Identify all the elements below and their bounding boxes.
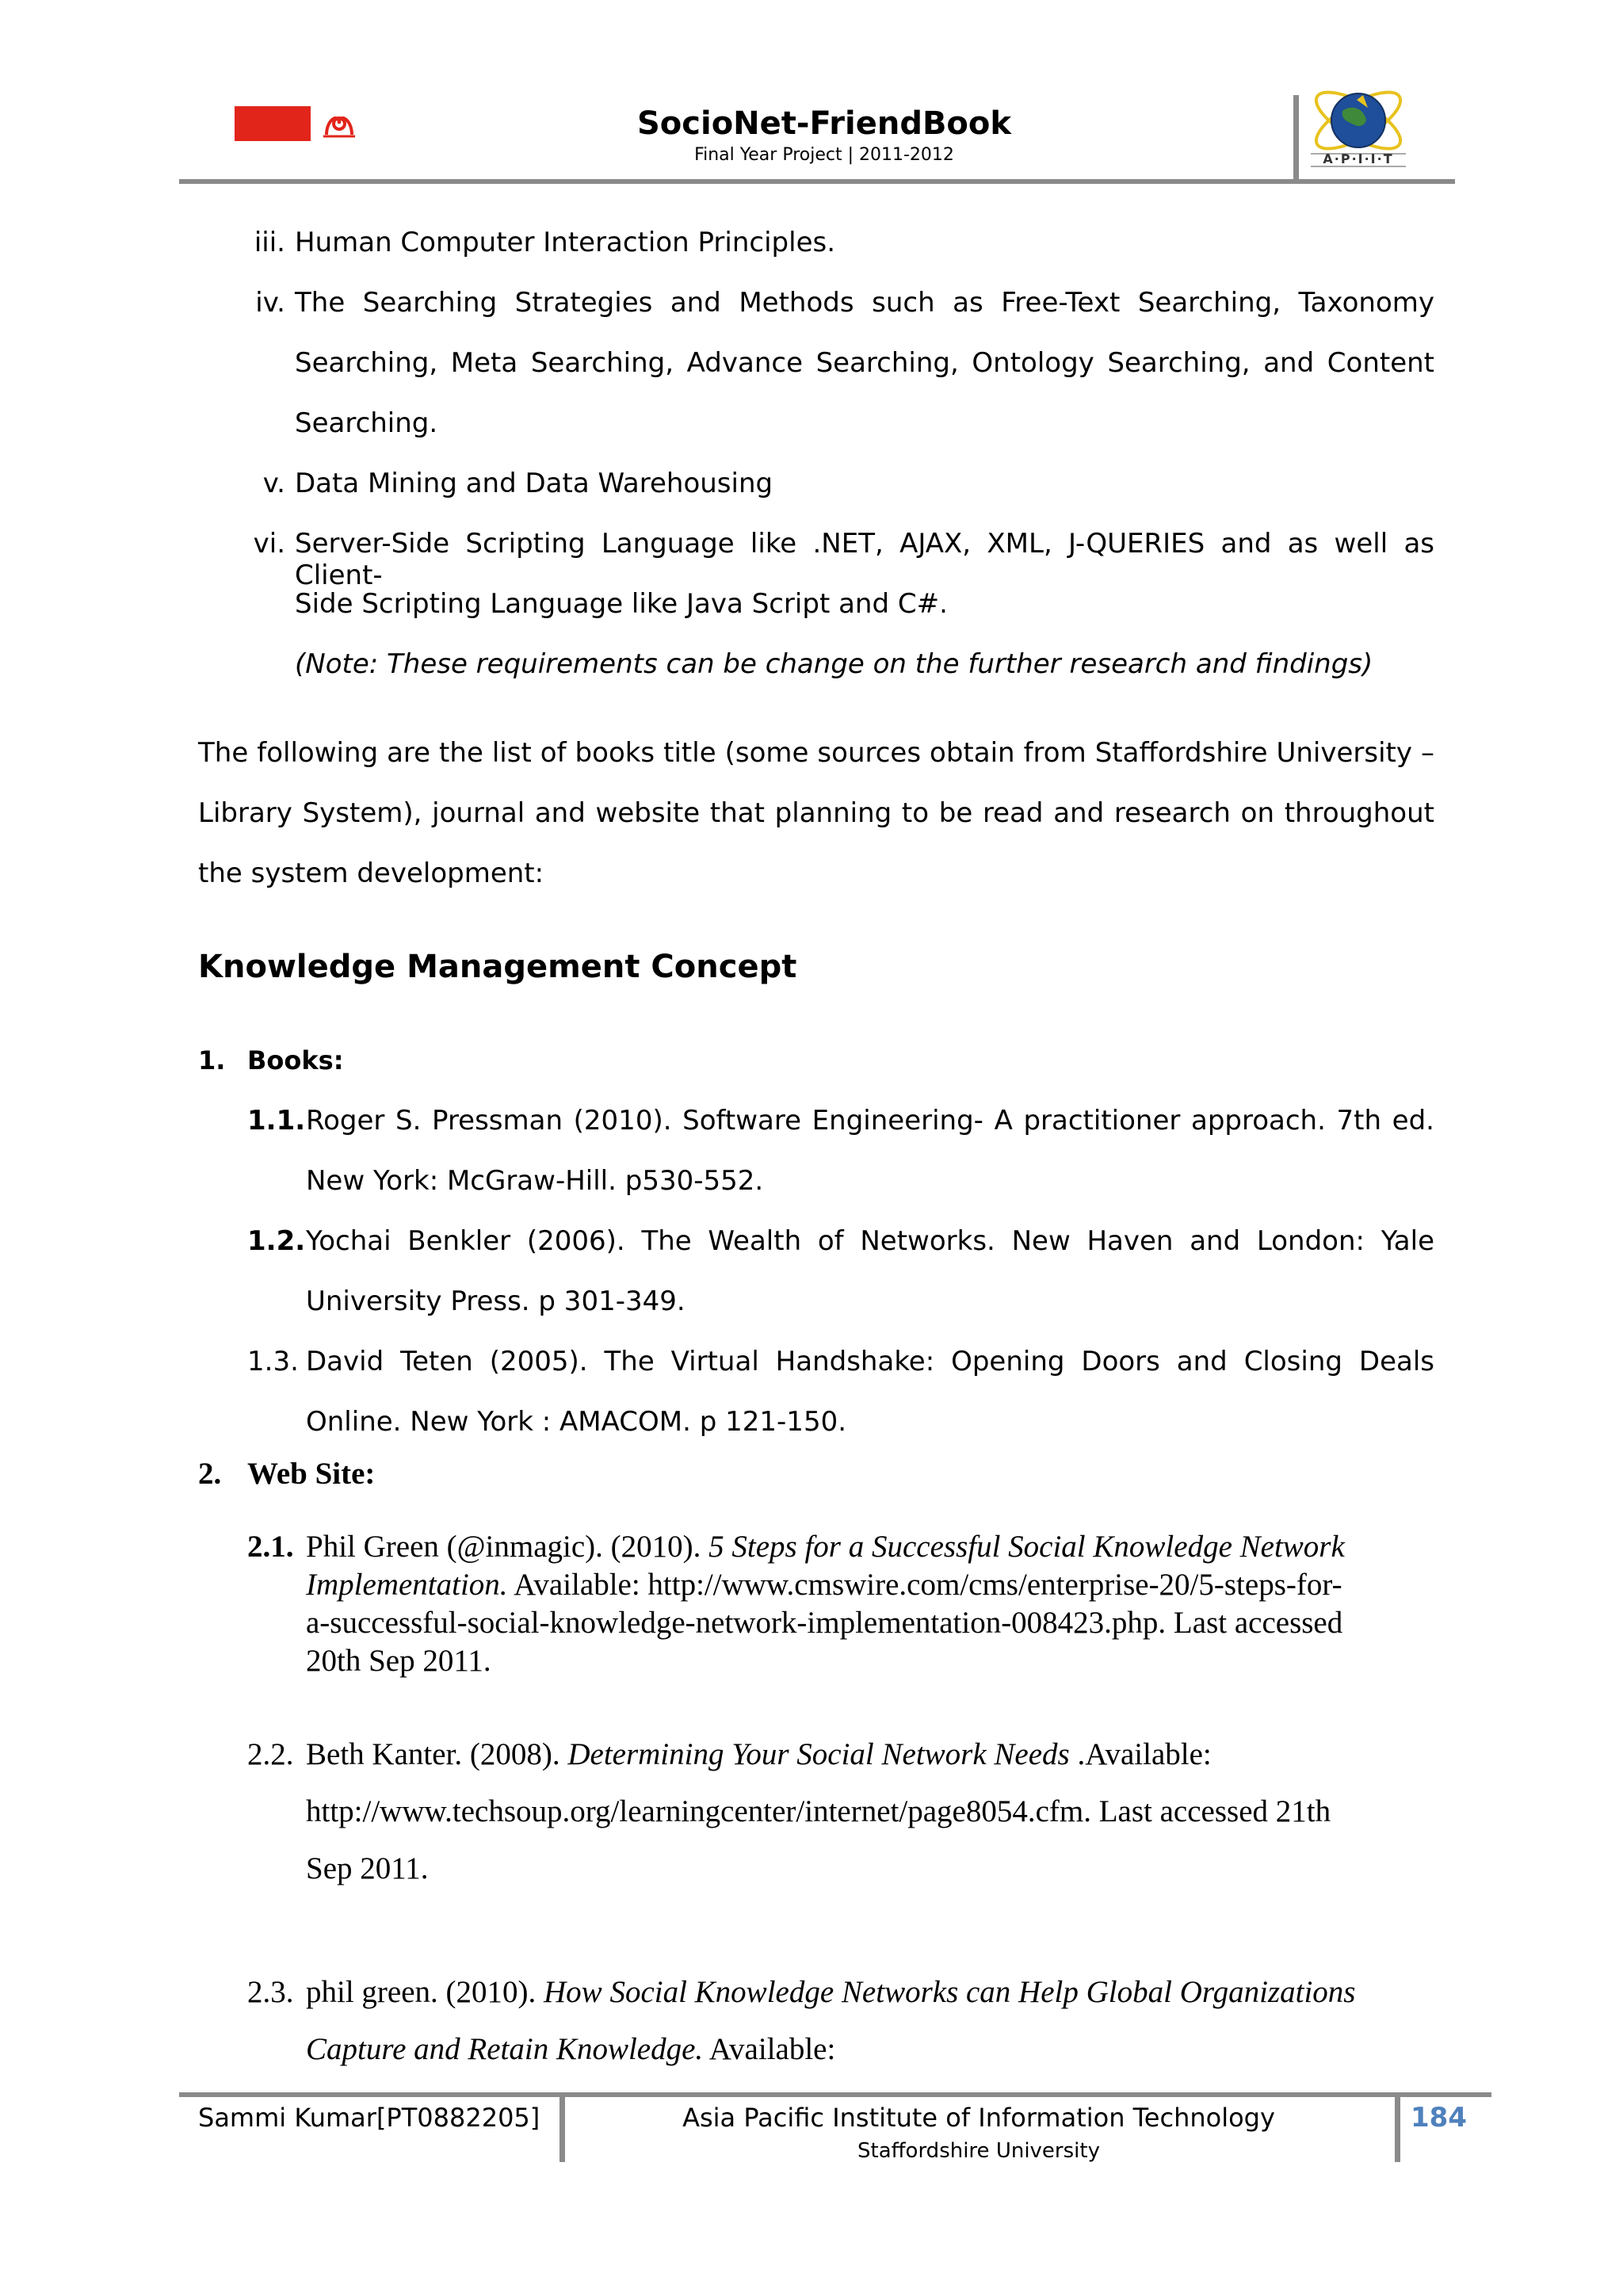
intro-paragraph-line: The following are the list of books title (some sources obtain from Staffordshire University – xyxy=(198,737,1434,769)
document-subtitle: Final Year Project | 2011-2012 xyxy=(694,145,954,165)
book-citation: University Press. p 301-349. xyxy=(306,1286,685,1317)
footer-author: Sammi Kumar[PT0882205] xyxy=(198,2103,540,2133)
requirements-note: (Note: These requirements can be change on the further research and findings) xyxy=(295,648,1373,680)
website-author: Beth Kanter. (2008). xyxy=(306,1737,568,1771)
apiit-logo xyxy=(1306,73,1411,178)
website-number: 2.1. xyxy=(247,1530,294,1564)
list-number: vi. xyxy=(253,528,285,560)
list-item-text: Searching. xyxy=(295,407,438,439)
list-item-text: Server-Side Scripting Language like .NET, AJAX, XML, J-QUERIES and as well as Client- xyxy=(295,528,1434,591)
list-number: iv. xyxy=(255,287,285,319)
header-divider-vertical xyxy=(1293,95,1299,181)
website-citation xyxy=(306,1737,1212,1772)
staffordshire-logo-line1: STAFFORDSHIRE xyxy=(236,140,370,158)
page-number: 184 xyxy=(1411,2102,1467,2134)
website-title: 5 Steps for a Successful Social Knowledge Network xyxy=(708,1530,1345,1564)
website-url[interactable]: http://www.techsoup.org/learningcenter/internet/page8054.cfm. Last accessed 21th xyxy=(306,1794,1331,1828)
book-number: 1.2. xyxy=(247,1225,306,1257)
website-available: .Available: xyxy=(1069,1737,1212,1771)
book-citation: New York: McGraw-Hill. p530-552. xyxy=(306,1165,764,1197)
website-title: Implementation. xyxy=(306,1568,508,1602)
footer-university: Staffordshire University xyxy=(857,2139,1100,2163)
website-access-date: Sep 2011. xyxy=(306,1851,429,1885)
list-number: v. xyxy=(262,468,285,499)
website-citation xyxy=(306,1530,1345,1564)
books-label: Books: xyxy=(247,1045,344,1075)
header-rule xyxy=(179,179,1455,184)
footer-institute: Asia Pacific Institute of Information Technology xyxy=(682,2103,1275,2133)
book-number: 1.1. xyxy=(247,1105,306,1137)
website-available: Available: xyxy=(703,2032,836,2066)
list-number: iii. xyxy=(254,227,285,258)
section-heading: Knowledge Management Concept xyxy=(198,949,797,985)
list-item-text: Side Scripting Language like Java Script and C#. xyxy=(295,588,948,620)
website-url[interactable]: Available: http://www.cmswire.com/cms/enterprise-20/5-steps-for- xyxy=(507,1568,1342,1602)
website-citation xyxy=(306,1568,1342,1603)
intro-paragraph-line: the system development: xyxy=(198,858,544,889)
staffordshire-logo-line2: UNIVERSITY xyxy=(236,156,332,174)
footer-rule xyxy=(179,2092,1491,2097)
staffordshire-logo xyxy=(235,106,368,173)
book-citation: Online. New York : AMACOM. p 121-150. xyxy=(306,1406,847,1438)
website-number: 2.3. xyxy=(247,1975,294,2009)
website-title: How Social Knowledge Networks can Help Global Organizations xyxy=(544,1975,1356,2009)
website-access-date: 20th Sep 2011. xyxy=(306,1644,491,1678)
books-number: 1. xyxy=(198,1045,226,1075)
website-title: Determining Your Social Network Needs xyxy=(567,1737,1070,1771)
website-number: 2.2. xyxy=(247,1737,294,1771)
knot-crest-icon xyxy=(317,108,361,139)
book-citation: Yochai Benkler (2006). The Wealth of Networks. New Haven and London: Yale xyxy=(306,1225,1434,1257)
website-title: Capture and Retain Knowledge. xyxy=(306,2032,704,2066)
website-author: Phil Green (@inmagic). (2010). xyxy=(306,1530,709,1564)
footer-divider-vertical xyxy=(559,2095,565,2162)
list-item-text: Human Computer Interaction Principles. xyxy=(295,227,836,258)
website-citation xyxy=(306,1975,1355,2010)
document-title: SocioNet-FriendBook xyxy=(636,105,1011,142)
list-item-text: The Searching Strategies and Methods such as Free-Text Searching, Taxonomy xyxy=(295,287,1434,319)
websites-label: Web Site: xyxy=(247,1457,376,1491)
book-number: 1.3. xyxy=(247,1346,299,1377)
websites-number: 2. xyxy=(198,1457,222,1491)
apiit-logo-text: A·P·I·I·T xyxy=(1323,151,1394,166)
list-item-text: Searching, Meta Searching, Advance Searching, Ontology Searching, and Content xyxy=(295,347,1434,379)
book-citation: David Teten (2005). The Virtual Handshake: Opening Doors and Closing Deals xyxy=(306,1346,1434,1377)
website-url[interactable]: a-successful-social-knowledge-network-implementation-008423.php. Last accessed xyxy=(306,1606,1343,1640)
footer-divider-vertical xyxy=(1395,2095,1400,2162)
intro-paragraph-line: Library System), journal and website that planning to be read and research on throughout xyxy=(198,797,1434,829)
website-author: phil green. (2010). xyxy=(306,1975,544,2009)
website-citation xyxy=(306,2032,835,2067)
book-citation: Roger S. Pressman (2010). Software Engineering- A practitioner approach. 7th ed. xyxy=(306,1105,1434,1137)
list-item-text: Data Mining and Data Warehousing xyxy=(295,468,773,499)
